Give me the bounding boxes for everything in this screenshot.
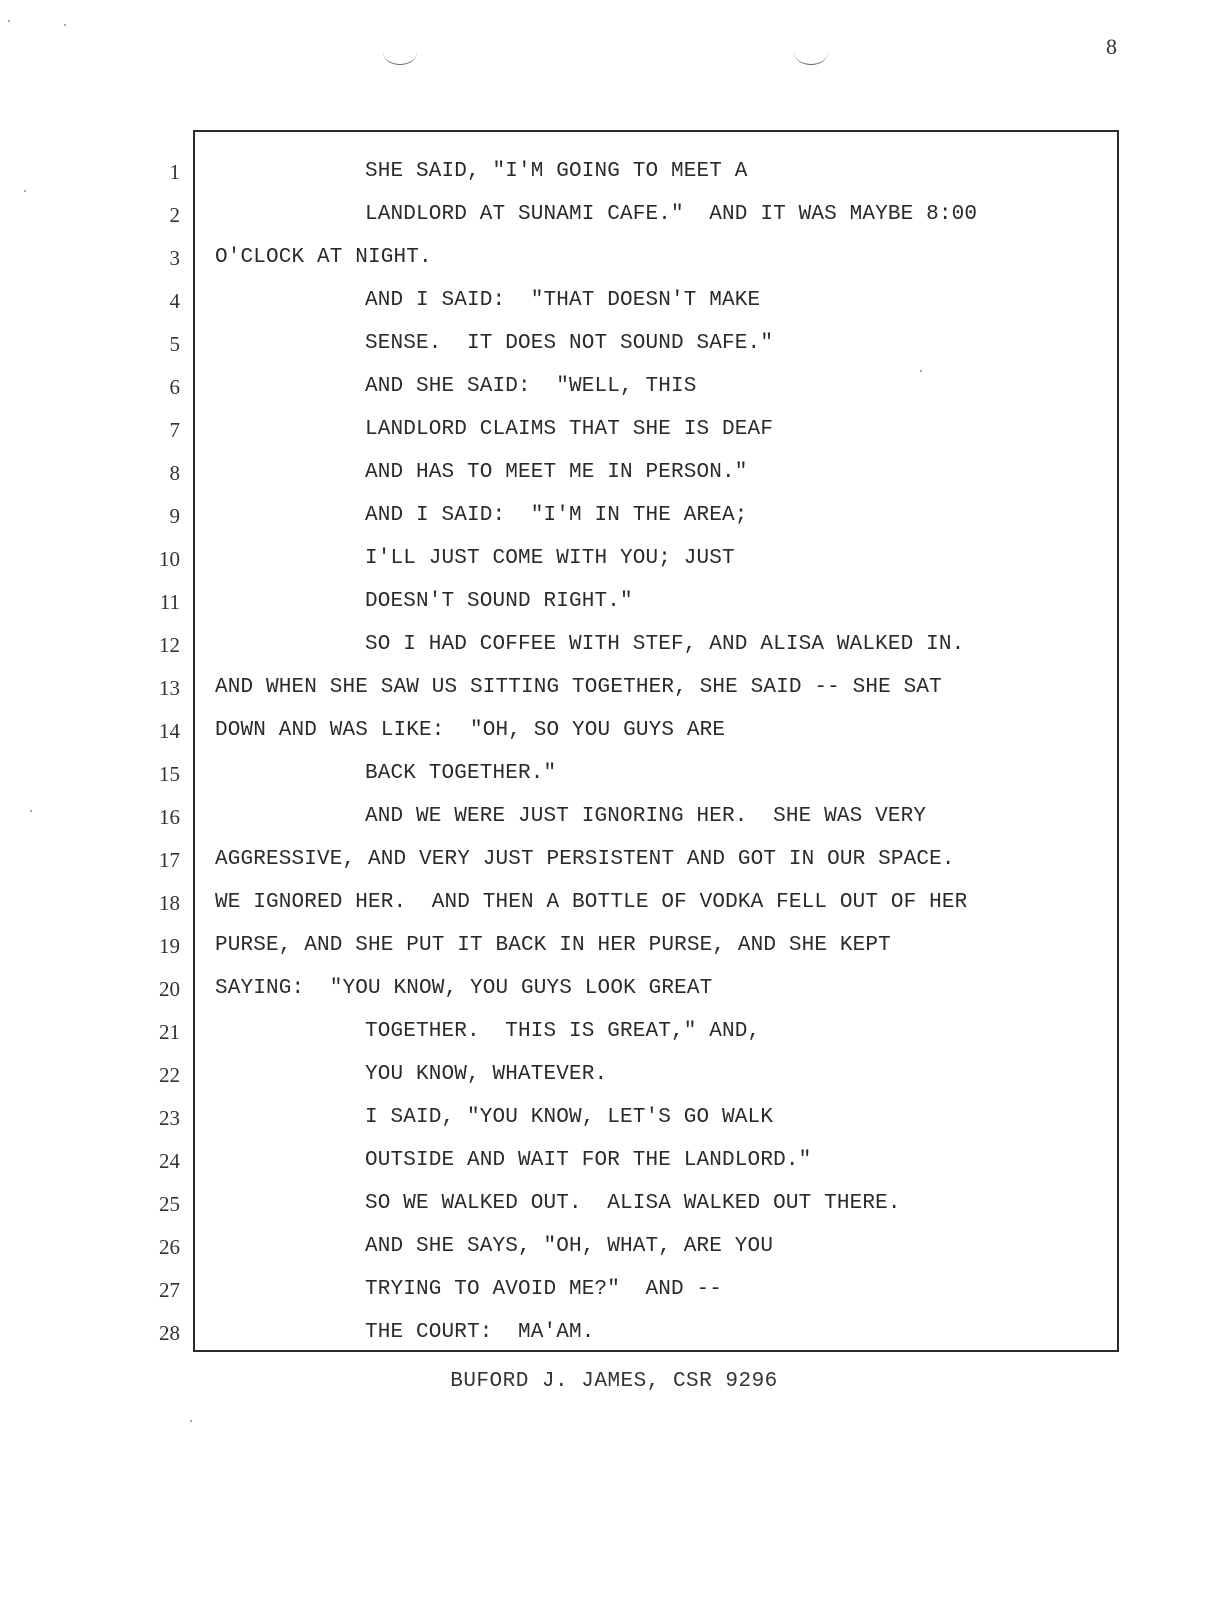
line-number: 5 bbox=[169, 332, 180, 356]
line-number: 25 bbox=[159, 1192, 180, 1216]
transcript-line: O'CLOCK AT NIGHT. bbox=[215, 246, 432, 269]
transcript-line: SENSE. IT DOES NOT SOUND SAFE." bbox=[365, 332, 774, 355]
line-number: 26 bbox=[159, 1235, 180, 1259]
court-reporter-footer: BUFORD J. JAMES, CSR 9296 bbox=[450, 1370, 778, 1393]
transcript-line: LANDLORD CLAIMS THAT SHE IS DEAF bbox=[365, 418, 774, 441]
line-number: 1 bbox=[169, 160, 180, 184]
punch-hole-mark-right bbox=[794, 40, 828, 65]
line-number-column bbox=[140, 157, 180, 1361]
scan-speck bbox=[8, 20, 10, 22]
transcript-line: WE IGNORED HER. AND THEN A BOTTLE OF VODKA FELL OUT OF HER bbox=[215, 891, 968, 914]
line-number: 18 bbox=[159, 891, 180, 915]
line-number: 27 bbox=[159, 1278, 180, 1302]
transcript-line: LANDLORD AT SUNAMI CAFE." AND IT WAS MAYBE 8:00 bbox=[365, 203, 978, 226]
transcript-line: AND HAS TO MEET ME IN PERSON." bbox=[365, 461, 748, 484]
transcript-text bbox=[215, 157, 1105, 1361]
punch-hole-mark-left bbox=[383, 40, 417, 65]
transcript-line: PURSE, AND SHE PUT IT BACK IN HER PURSE, AND SHE KEPT bbox=[215, 934, 891, 957]
transcript-line: AND SHE SAID: "WELL, THIS bbox=[365, 375, 697, 398]
scan-speck bbox=[24, 190, 26, 192]
line-number: 19 bbox=[159, 934, 180, 958]
transcript-line: TRYING TO AVOID ME?" AND -- bbox=[365, 1278, 723, 1301]
line-number: 21 bbox=[159, 1020, 180, 1044]
transcript-line: DOESN'T SOUND RIGHT." bbox=[365, 590, 633, 613]
transcript-line: THE COURT: MA'AM. bbox=[365, 1321, 595, 1344]
line-number: 4 bbox=[169, 289, 180, 313]
transcript-line: AND I SAID: "THAT DOESN'T MAKE bbox=[365, 289, 761, 312]
page-number: 8 bbox=[1106, 34, 1117, 59]
transcript-line: I SAID, "YOU KNOW, LET'S GO WALK bbox=[365, 1106, 774, 1129]
transcript-line: AND WHEN SHE SAW US SITTING TOGETHER, SHE SAID -- SHE SAT bbox=[215, 676, 942, 699]
line-number: 8 bbox=[169, 461, 180, 485]
line-number: 2 bbox=[169, 203, 180, 227]
line-number: 15 bbox=[159, 762, 180, 786]
line-number: 9 bbox=[169, 504, 180, 528]
transcript-line: OUTSIDE AND WAIT FOR THE LANDLORD." bbox=[365, 1149, 812, 1172]
scan-speck bbox=[190, 1420, 192, 1422]
line-number: 20 bbox=[159, 977, 180, 1001]
line-number: 10 bbox=[159, 547, 180, 571]
line-number: 14 bbox=[159, 719, 180, 743]
transcript-line: BACK TOGETHER." bbox=[365, 762, 557, 785]
line-number: 22 bbox=[159, 1063, 180, 1087]
line-number: 13 bbox=[159, 676, 180, 700]
transcript-line: SO WE WALKED OUT. ALISA WALKED OUT THERE. bbox=[365, 1192, 901, 1215]
transcript-line: TOGETHER. THIS IS GREAT," AND, bbox=[365, 1020, 761, 1043]
scan-speck bbox=[64, 24, 66, 26]
transcript-line: AGGRESSIVE, AND VERY JUST PERSISTENT AND GOT IN OUR SPACE. bbox=[215, 848, 955, 871]
transcript-line: SAYING: "YOU KNOW, YOU GUYS LOOK GREAT bbox=[215, 977, 713, 1000]
transcript-line: YOU KNOW, WHATEVER. bbox=[365, 1063, 608, 1086]
transcript-line: I'LL JUST COME WITH YOU; JUST bbox=[365, 547, 735, 570]
transcript-line: DOWN AND WAS LIKE: "OH, SO YOU GUYS ARE bbox=[215, 719, 726, 742]
transcript-line: AND SHE SAYS, "OH, WHAT, ARE YOU bbox=[365, 1235, 774, 1258]
line-number: 23 bbox=[159, 1106, 180, 1130]
line-number: 12 bbox=[159, 633, 180, 657]
line-number: 24 bbox=[159, 1149, 180, 1173]
transcript-line: SHE SAID, "I'M GOING TO MEET A bbox=[365, 160, 748, 183]
line-number: 28 bbox=[159, 1321, 180, 1345]
scan-speck bbox=[30, 810, 32, 812]
line-number: 3 bbox=[169, 246, 180, 270]
transcript-line: SO I HAD COFFEE WITH STEF, AND ALISA WALKED IN. bbox=[365, 633, 965, 656]
transcript-line: AND WE WERE JUST IGNORING HER. SHE WAS VERY bbox=[365, 805, 927, 828]
line-number: 6 bbox=[169, 375, 180, 399]
line-number: 17 bbox=[159, 848, 180, 872]
line-number: 16 bbox=[159, 805, 180, 829]
transcript-line: AND I SAID: "I'M IN THE AREA; bbox=[365, 504, 748, 527]
line-number: 7 bbox=[169, 418, 180, 442]
line-number: 11 bbox=[159, 590, 180, 614]
